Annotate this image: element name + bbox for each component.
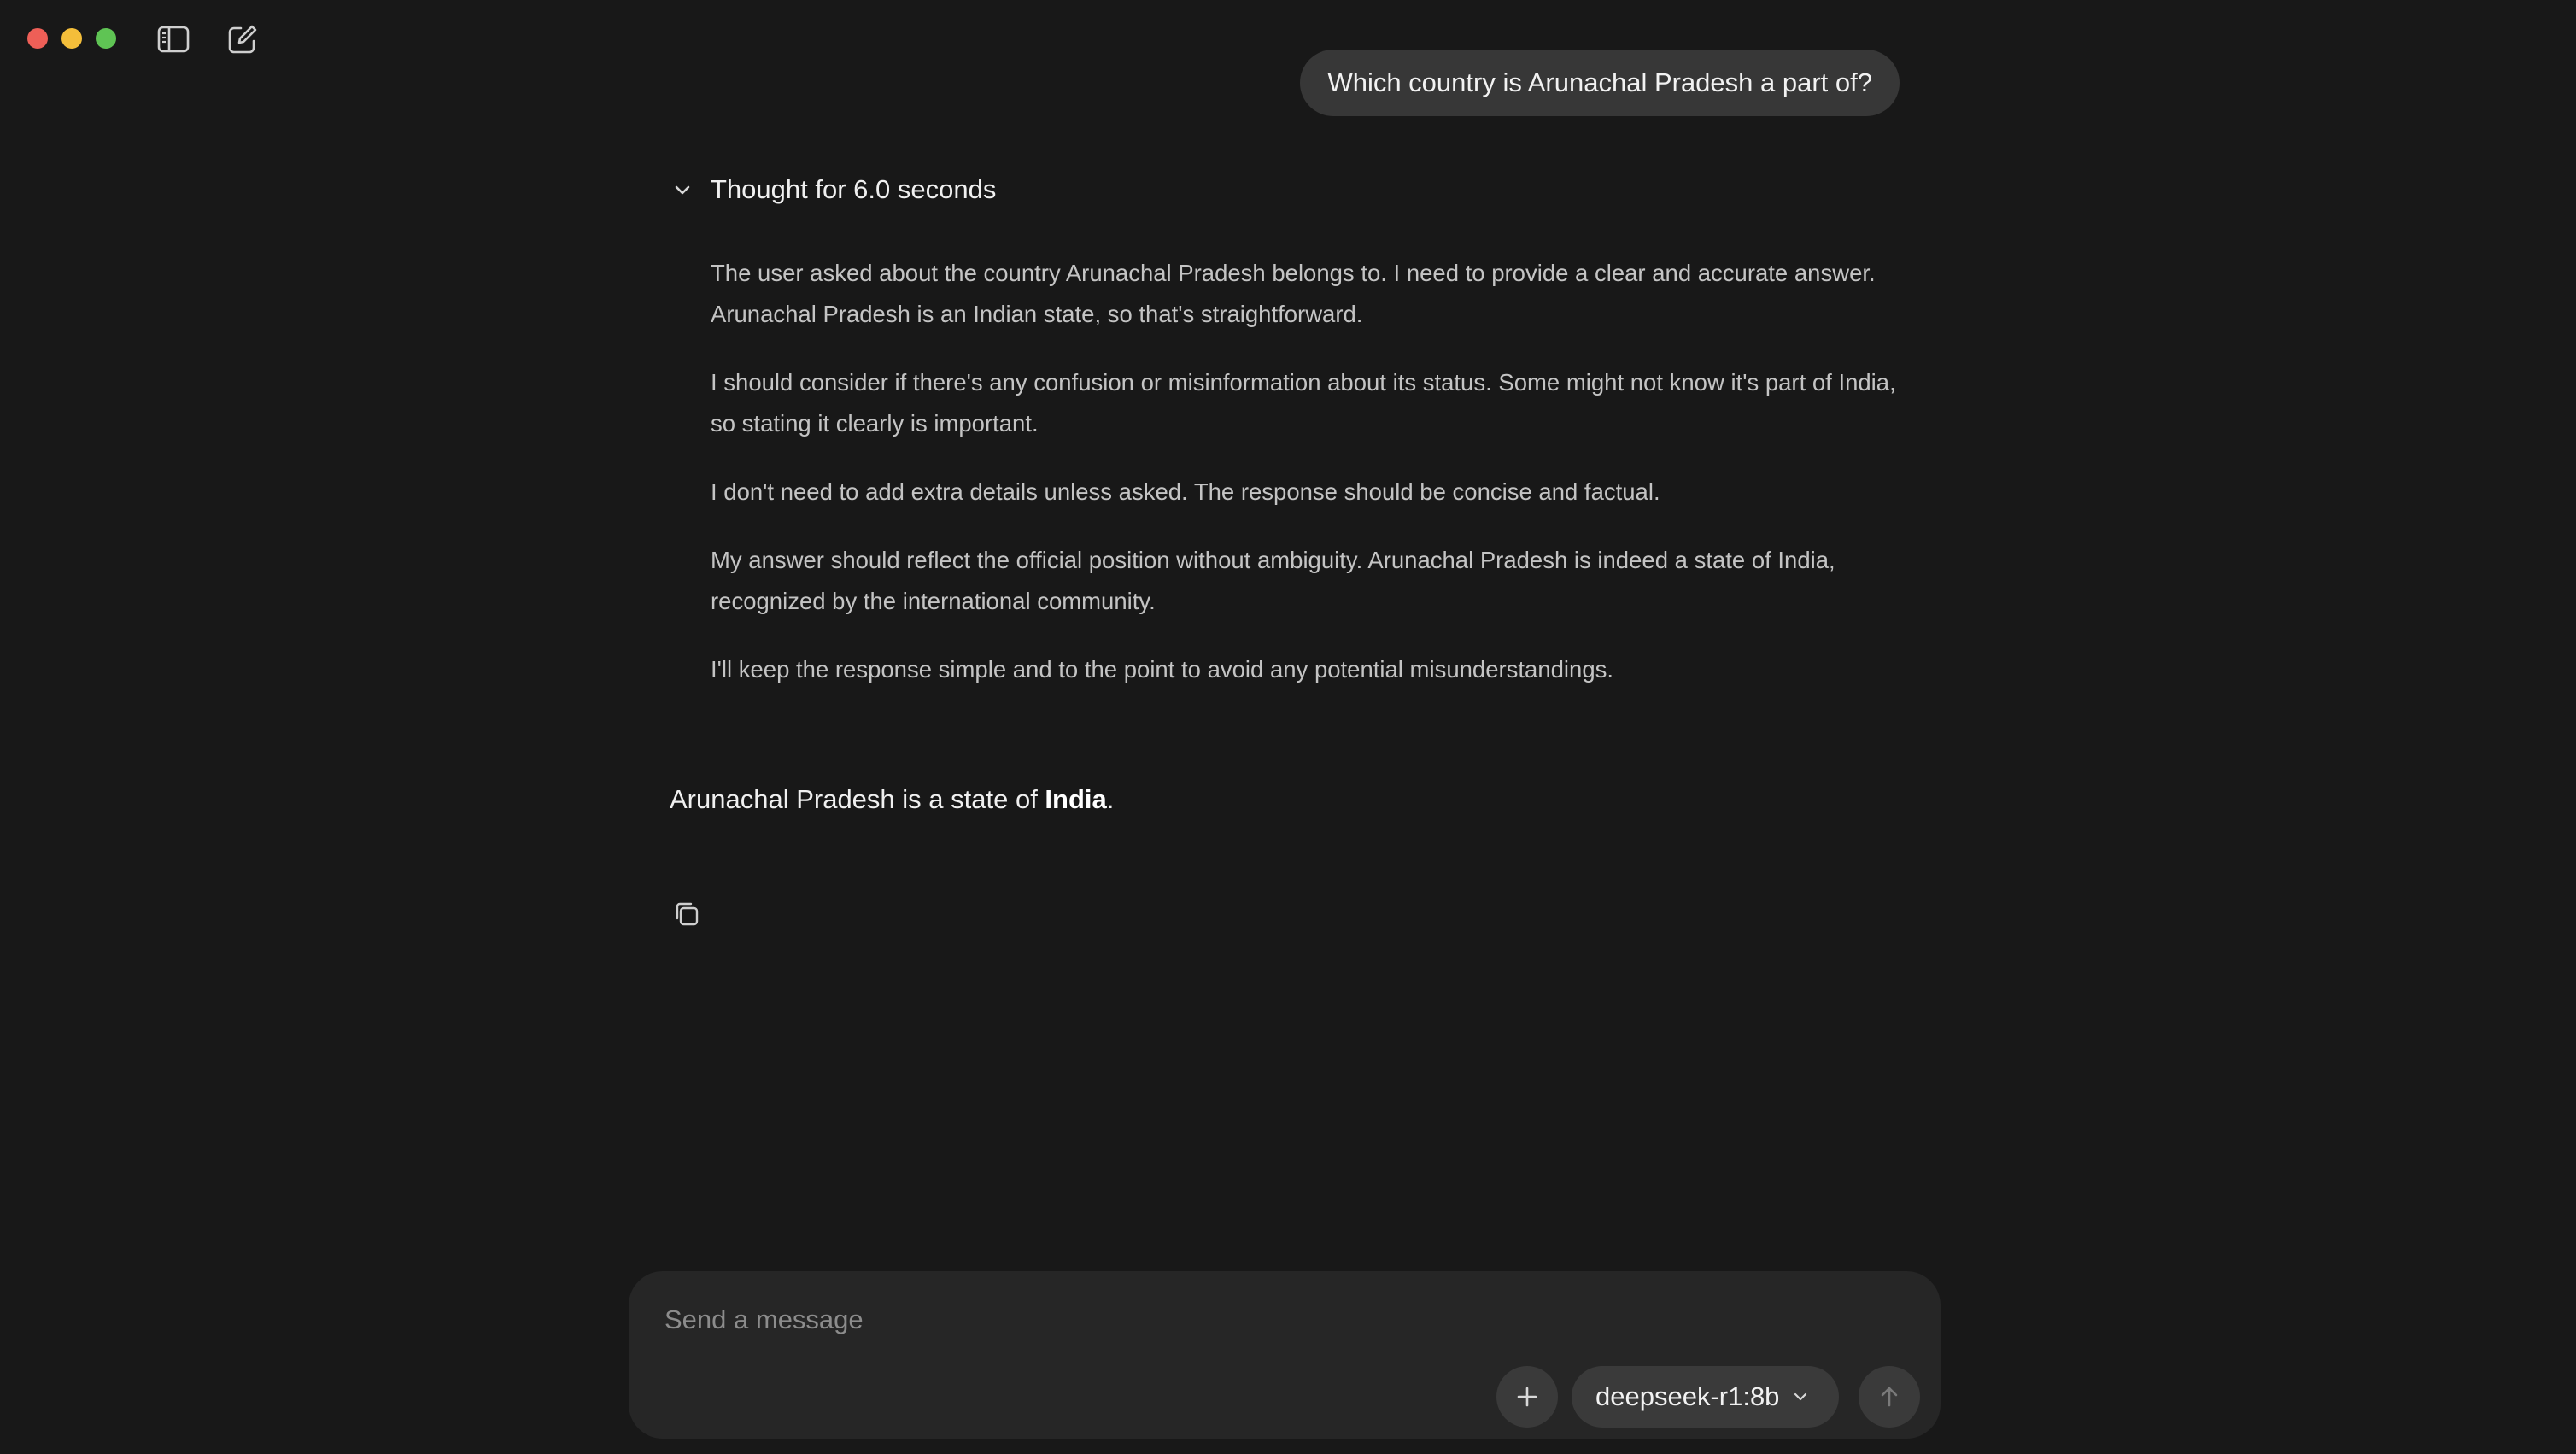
new-chat-button[interactable] [225, 22, 260, 56]
message-input[interactable] [663, 1293, 1905, 1346]
thought-paragraph: I should consider if there's any confusion or misinformation about its status. Some might not know it's part of India, so stating it clearly is important. [711, 369, 1896, 437]
attach-button[interactable] [1496, 1366, 1558, 1428]
user-message-bubble [1300, 50, 1900, 116]
window-maximize-button[interactable] [96, 28, 116, 49]
assistant-answer [670, 784, 1114, 815]
thought-content [711, 253, 1896, 718]
thought-header-label: Thought for 6.0 seconds [711, 174, 997, 204]
send-button[interactable] [1859, 1366, 1920, 1428]
model-selector[interactable] [1572, 1366, 1839, 1428]
copy-button[interactable] [670, 897, 704, 931]
thought-paragraph: I'll keep the response simple and to the point to avoid any potential misunderstandings. [711, 656, 1614, 683]
sidebar-toggle-button[interactable] [156, 22, 190, 56]
arrow-up-icon [1876, 1384, 1902, 1410]
plus-icon [1515, 1385, 1539, 1409]
thought-paragraph: My answer should reflect the official position without ambiguity. Arunachal Pradesh is indeed a state of India, recognized by the international community. [711, 547, 1835, 614]
model-selector-label: deepseek-r1:8b [1595, 1381, 1780, 1411]
chevron-down-icon [670, 177, 695, 202]
window-minimize-button[interactable] [61, 28, 82, 49]
thought-toggle[interactable] [670, 174, 996, 205]
answer-bold-text: India [1045, 784, 1107, 814]
user-message-text: Which country is Arunachal Pradesh a part of? [1327, 67, 1872, 97]
message-composer [629, 1271, 1941, 1439]
chevron-down-icon [1791, 1387, 1810, 1406]
sidebar-toggle-icon [157, 26, 190, 53]
thought-paragraph: I don't need to add extra details unless asked. The response should be concise and factual. [711, 478, 1660, 505]
answer-text: Arunachal Pradesh is a state of [670, 784, 1045, 814]
answer-suffix: . [1106, 784, 1115, 814]
new-chat-icon [227, 24, 258, 55]
copy-icon [673, 900, 700, 928]
window-close-button[interactable] [27, 28, 48, 49]
thought-paragraph: The user asked about the country Arunachal Pradesh belongs to. I need to provide a clear and accurate answer. Arunachal Pradesh is an Indian state, so that's straightforward. [711, 260, 1876, 327]
